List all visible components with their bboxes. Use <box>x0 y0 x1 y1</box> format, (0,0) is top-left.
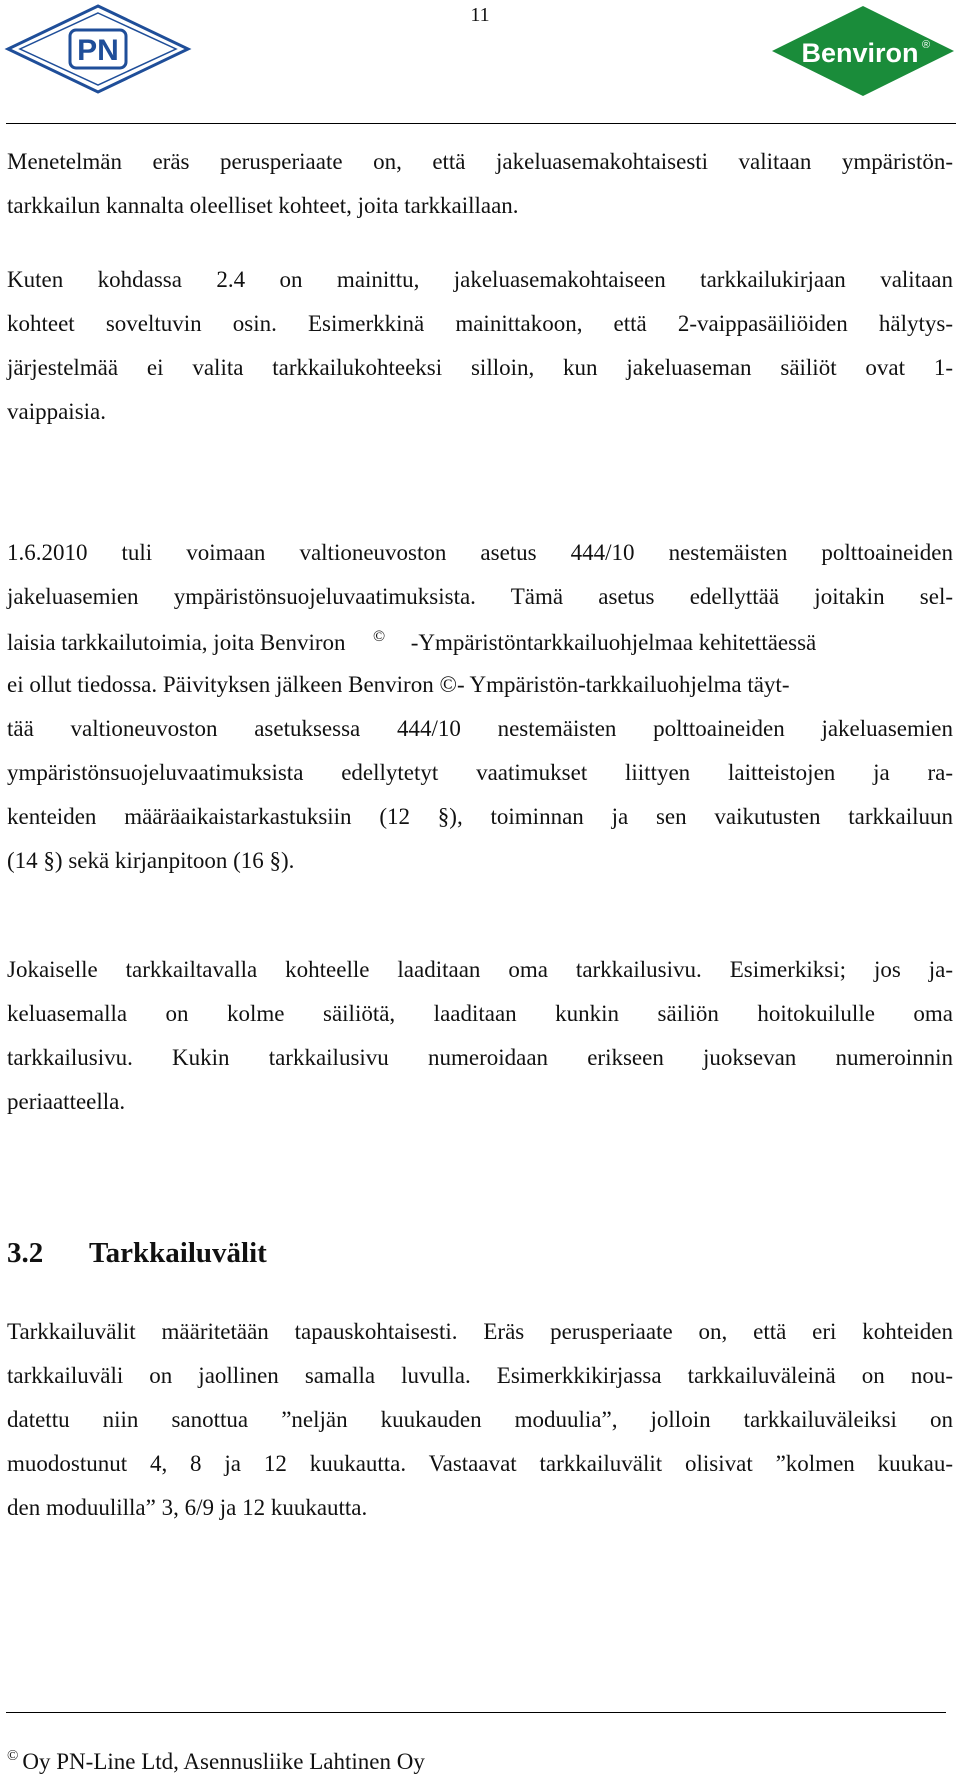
section-heading <box>7 1233 267 1273</box>
benviron-logo-text: Benviron <box>801 38 919 68</box>
benviron-registered-mark: ® <box>921 39 931 51</box>
text-line <box>7 672 953 720</box>
copyright-mark: © <box>439 672 457 697</box>
text-line: vaippaisia. <box>7 399 106 424</box>
text-line: tarkkailusivu. Kukin tarkkailusivu numeroidaan erikseen juoksevan numeroinnin <box>7 1045 953 1070</box>
text-line: kohteet soveltuvin osin. Esimerkkinä mainittakoon, että 2-vaippasäiliöiden hälytys- <box>7 311 953 336</box>
text-segment: laisia tarkkailutoimia, joita Benviron <box>7 630 346 655</box>
page-number: 11 <box>470 4 490 26</box>
section-title: Tarkkailuvälit <box>89 1237 267 1269</box>
header-rule <box>6 123 956 124</box>
footer-rule <box>6 1712 946 1713</box>
section-number: 3.2 <box>7 1237 44 1269</box>
text-line: tää valtioneuvoston asetuksessa 444/10 nestemäisten polttoaineiden jakeluasemien <box>7 716 953 741</box>
text-line <box>7 628 953 676</box>
footnote <box>7 1748 425 1775</box>
footnote-text: Oy PN-Line Ltd, Asennusliike Lahtinen Oy <box>22 1749 425 1774</box>
text-line: tarkkailun kannalta oleelliset kohteet, joita tarkkaillaan. <box>7 193 519 218</box>
text-line: ympäristönsuojeluvaatimuksista edellytetyt vaatimukset liittyen laitteistojen ja ra- <box>7 760 953 785</box>
text-line: jakeluasemien ympäristönsuojeluvaatimuksista. Tämä asetus edellyttää joitakin sel- <box>7 584 953 609</box>
benviron-logo <box>770 2 956 100</box>
text-line: 1.6.2010 tuli voimaan valtioneuvoston asetus 444/10 nestemäisten polttoaineiden <box>7 540 953 565</box>
text-line: tarkkailuväli on jaollinen samalla luvulla. Esimerkkikirjassa tarkkailuväleinä on nou- <box>7 1363 953 1388</box>
text-segment: ei ollut tiedossa. Päivityksen jälkeen Benviron <box>7 672 434 697</box>
copyright-mark: © <box>373 628 386 645</box>
text-line: (14 §) sekä kirjanpitoon (16 §). <box>7 848 295 873</box>
text-line: Kuten kohdassa 2.4 on mainittu, jakeluasemakohtaiseen tarkkailukirjaan valitaan <box>7 267 953 292</box>
text-line: järjestelmää ei valita tarkkailukohteeksi silloin, kun jakeluaseman säiliöt ovat 1- <box>7 355 953 380</box>
text-line: den moduulilla” 3, 6/9 ja 12 kuukautta. <box>7 1495 368 1520</box>
text-segment: -Ympäristöntarkkailuohjelmaa kehitettäessä <box>410 630 817 655</box>
text-line: Menetelmän eräs perusperiaate on, että jakeluasemakohtaisesti valitaan ympäristön- <box>7 149 953 174</box>
text-segment: - Ympäristön-tarkkailuohjelma täyt- <box>456 672 790 697</box>
text-line: Tarkkailuvälit määritetään tapauskohtaisesti. Eräs perusperiaate on, että eri kohteiden <box>7 1319 953 1344</box>
text-line: periaatteella. <box>7 1089 126 1114</box>
text-line: muodostunut 4, 8 ja 12 kuukautta. Vastaavat tarkkailuvälit olisivat ”kolmen kuukau- <box>7 1451 953 1476</box>
text-line: datettu niin sanottua ”neljän kuukauden moduulia”, jolloin tarkkailuväleiksi on <box>7 1407 953 1432</box>
footnote-copyright-mark: © <box>7 1748 19 1764</box>
text-line: Jokaiselle tarkkailtavalla kohteelle laaditaan oma tarkkailusivu. Esimerkiksi; jos ja- <box>7 957 953 982</box>
pn-logo-text: PN <box>77 34 119 67</box>
text-line: kenteiden määräaikaistarkastuksiin (12 §), toiminnan ja sen vaikutusten tarkkailuun <box>7 804 953 829</box>
text-line: keluasemalla on kolme säiliötä, laaditaan kunkin säiliön hoitokuilulle oma <box>7 1001 953 1026</box>
